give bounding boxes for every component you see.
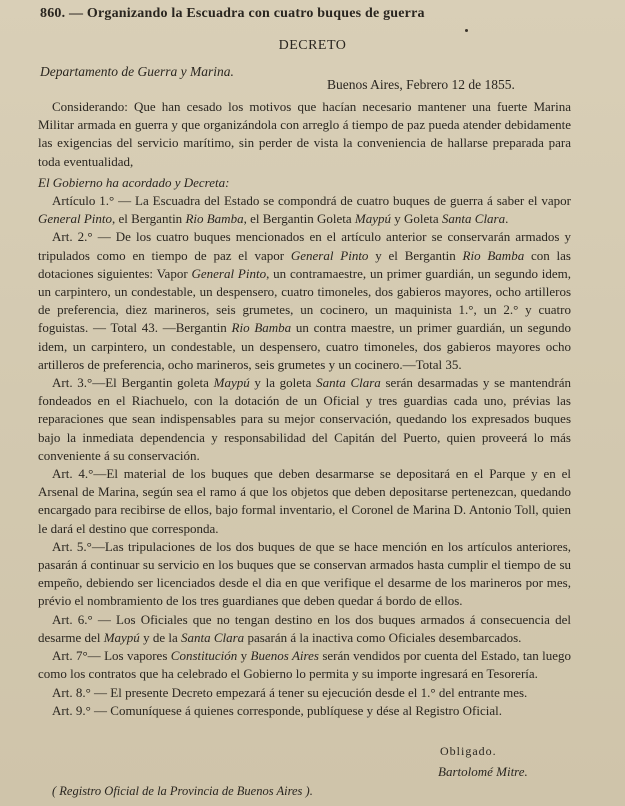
art6-text-c: y de la	[139, 629, 181, 645]
considerando-paragraph: Considerando: Que han cesado los motivos que hacían necesario mantener una fuerte Marina Militar armada en guerra y que organizándola con arreglo á tiempo de paz pueda atender debidamente las exigencias del servicio marítimo, sin perder de vista la conveniencia de hallarse preparada para toda eventualidad,	[38, 99, 571, 169]
art1-ship-general-pinto: General Pinto	[38, 211, 113, 227]
art7-text-a: Art. 7°— Los vapores	[52, 648, 171, 664]
article-7	[38, 647, 571, 683]
acordado-line	[38, 174, 571, 192]
date-line: Buenos Aires, Febrero 12 de 1855.	[327, 77, 515, 92]
art7-text-c: y	[237, 648, 251, 664]
department-line: Departamento de Guerra y Marina.	[40, 64, 234, 79]
acordado-text: El Gobierno ha acordado y Decreta:	[38, 174, 230, 190]
decree-body	[38, 98, 571, 720]
article-6	[38, 611, 571, 647]
signature-obligado: Obligado.	[440, 744, 497, 758]
registro-footer: ( Registro Oficial de la Provincia de Buenos Aires ).	[52, 784, 313, 798]
art6-text-e: pasarán á la inactiva como Oficiales desembarcados.	[244, 629, 522, 645]
art6-ship-santa-clara: Santa Clara	[180, 629, 245, 645]
article-3	[38, 374, 571, 465]
art3-text-e: serán desarmadas y se mantendrán fondeados en el Riachuelo, con la dotación de un Oficial y tres guardias cada uno, prévias las reparaciones que sean indispensables para su mejor conservación, quedando los expresados buques bajo la inmediata dependencia y responsabilidad del Capitán del Puerto, quien proveerá lo más conveniente á su conservación.	[38, 375, 571, 463]
art7-text-e: serán vendidos por cuenta del Estado, tan luego como los contratos que ha celebrado el Gobierno lo permita y su importe ingresará en Tesorería.	[38, 648, 571, 682]
decreto-title: DECRETO	[278, 38, 347, 53]
art3-text-a: Art. 3.°—El Bergantin goleta	[52, 375, 214, 391]
art6-ship-maypu: Maypú	[103, 629, 140, 645]
article-5: Art. 5.°—Las tripulaciones de los dos buques de que se hace mención en los artículos anteriores, pasarán á continuar su servicio en los buques que se conservan armados hasta cumplir el tiempo de su empeño, debiendo ser licenciados desde el dia en que verifique el desarme de los marineros por mes, prévio el nombramiento de los tres guardianes que deben quedar á bordo de ellos.	[38, 538, 571, 609]
art3-ship-santa-clara: Santa Clara	[316, 375, 381, 391]
art3-ship-maypu: Maypú	[213, 375, 250, 391]
art1-text-e: , el Bergantin Goleta	[243, 211, 355, 227]
art1-ship-maypu: Maypú	[354, 211, 391, 227]
art2-text-e: con las dotaciones siguientes: Vapor	[38, 247, 571, 281]
art2-text-i: un contra maestre, un primer guardián, un segundo idem, un carpintero, un condestable, un despensero, cuatro timoneles, dos gabieros mayores ocho artilleros de preferencia, ocho marineros, seis grumetes y un cocinero.—Total 35.	[38, 320, 572, 372]
article-4: Art. 4.°—El material de los buques que deben desarmarse se depositará en el Parque y en el Arsenal de Marina, según sea el ramo á que los objetos que deben depositarse pertenezcan, quedando encargado para recibirse de ellos, bajo formal inventario, el Coronel de Marina D. Antonio Toll, quien le dará el destino que corresponda.	[38, 466, 571, 536]
print-speck	[465, 29, 468, 32]
art2-text-a: Art. 2.° — De los cuatro buques mencionados en el artículo anterior se conservarán armados y tripulados como en tiempo de paz el vapor	[38, 229, 571, 263]
article-2	[38, 228, 571, 374]
art1-text-g: y Goleta	[391, 211, 442, 227]
art2-text-c: y el Bergantin	[368, 247, 463, 263]
art1-ship-rio-bamba: Rio Bamba	[185, 211, 244, 227]
decree-heading: 860. — Organizando la Escuadra con cuatro buques de guerra	[40, 6, 425, 21]
art1-ship-santa-clara: Santa Clara	[441, 211, 506, 227]
art2-ship-rio-bamba-2: Rio Bamba	[231, 320, 292, 336]
art2-ship-rio-bamba: Rio Bamba	[462, 247, 525, 263]
art2-ship-general-pinto-2: General Pinto	[191, 265, 267, 281]
signature-mitre: Bartolomé Mitre.	[438, 764, 528, 779]
art1-text-i: .	[505, 211, 509, 227]
article-9: Art. 9.° — Comuníquese á quienes corresponde, publíquese y dése al Registro Oficial.	[52, 702, 502, 718]
art6-text-a: Art. 6.° — Los Oficiales que no tengan destino en los dos buques armados á consecuencia del desarme del	[38, 611, 571, 645]
article-8: Art. 8.° — El presente Decreto empezará á tener su ejecución desde el 1.° del entrante mes.	[52, 684, 528, 700]
art2-text-g: , un contramaestre, un primer guardián, un segundo idem, un carpintero, un condestable, un despensero, cuatro timoneles, dos gabieros mayores, ocho artilleros de preferencia, diez marineros, seis grumetes, un cocinero, un maquinista 1.°, un 2.° y cuatro foguistas. — Total 43. —Bergantin	[38, 265, 572, 336]
article-1	[38, 192, 571, 228]
art2-ship-general-pinto: General Pinto	[290, 247, 369, 263]
art7-ship-buenos-aires: Buenos Aires	[250, 648, 319, 664]
art7-ship-constitucion: Constitución	[170, 648, 238, 664]
art1-text-a: Artículo 1.° — La Escuadra del Estado se compondrá de cuatro buques de guerra á saber el vapor	[52, 193, 571, 209]
art3-text-c: y la goleta	[249, 375, 317, 391]
art1-text-c: , el Bergantin	[112, 211, 186, 227]
